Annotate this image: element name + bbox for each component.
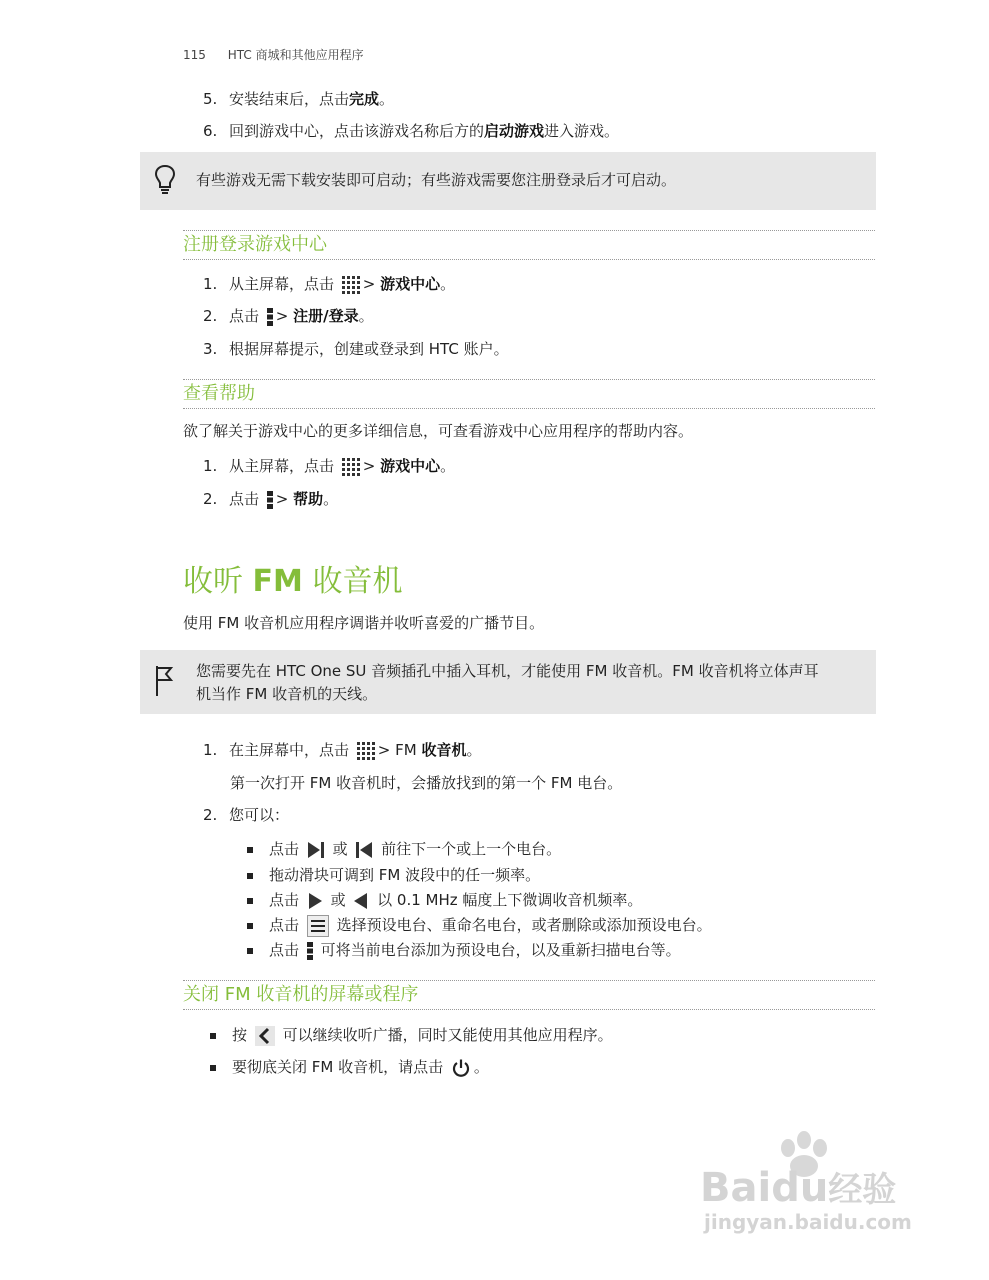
help-step-2: 2. 点击 > 帮助。: [203, 490, 339, 508]
fm-bullet-1: 点击 或 前往下一个或上一个电台。: [247, 838, 561, 859]
close-bullet-2: 要彻底关闭 FM 收音机，请点击 。: [210, 1056, 489, 1078]
back-arrow-icon: [255, 1026, 275, 1046]
apps-grid-icon: [342, 458, 360, 476]
fm-bullet-2: 拖动滑块可调到 FM 波段中的任一频率。: [247, 864, 540, 885]
register-step-1: 1. 从主屏幕，点击 > 游戏中心。: [203, 275, 456, 293]
watermark-brand-cn: 经验: [828, 1170, 897, 1210]
fm-radio-title: 收听 FM 收音机: [183, 564, 403, 599]
close-bullet-1: 按 可以继续收听广播，同时又能使用其他应用程序。: [210, 1024, 613, 1046]
play-backward-icon: [353, 892, 369, 910]
power-icon: [451, 1058, 471, 1078]
watermark-brand2: du: [771, 1165, 829, 1211]
tip-note: [140, 152, 876, 210]
skip-next-icon: [307, 841, 325, 859]
flag-icon: [154, 664, 174, 698]
lightbulb-icon: [154, 164, 176, 196]
step-6: 6. 回到游戏中心，点击该游戏名称后方的启动游戏进入游戏。: [203, 122, 620, 140]
help-intro: 欲了解关于游戏中心的更多详细信息，可查看游戏中心应用程序的帮助内容。: [183, 422, 694, 440]
fm-bullet-3: 点击 或 以 0.1 MHz 幅度上下微调收音机频率。: [247, 889, 642, 910]
tip-text: 有些游戏无需下载安装即可启动；有些游戏需要您注册登录后才可启动。: [196, 171, 677, 189]
register-step-3: 3. 根据屏幕提示，创建或登录到 HTC 账户。: [203, 340, 509, 358]
section-title-register: 注册登录游戏中心: [183, 230, 875, 260]
fm-note: [140, 650, 876, 714]
page-header: [183, 46, 364, 63]
fm-intro: 使用 FM 收音机应用程序调谐并收听喜爱的广播节目。: [183, 614, 545, 632]
register-step-2: 2. 点击 > 注册/登录。: [203, 307, 374, 325]
step-5: 5. 安装结束后，点击完成。: [203, 90, 395, 108]
menu-dots-icon: [307, 942, 313, 960]
chapter-title: HTC 商城和其他应用程序: [227, 48, 364, 62]
baidu-watermark: [700, 1130, 940, 1240]
fm-bullet-5: 点击 可将当前电台添加为预设电台，以及重新扫描电台等。: [247, 939, 681, 960]
apps-grid-icon: [342, 276, 360, 294]
fm-step-1: 1. 在主屏幕中，点击 > FM 收音机。: [203, 741, 482, 759]
fm-note-line2: 机当作 FM 收音机的天线。: [196, 685, 378, 703]
skip-previous-icon: [355, 841, 373, 859]
fm-step-2: 2. 您可以：: [203, 806, 290, 824]
section-title-close: 关闭 FM 收音机的屏幕或程序: [183, 980, 875, 1010]
watermark-brand: Bai: [700, 1165, 772, 1211]
fm-note-line1: 您需要先在 HTC One SU 音频插孔中插入耳机，才能使用 FM 收音机。FM 收音机将立体声耳: [196, 662, 819, 680]
section-title-help: 查看帮助: [183, 379, 875, 409]
menu-dots-icon: [267, 308, 273, 326]
apps-grid-icon: [357, 742, 375, 760]
play-forward-icon: [307, 892, 323, 910]
page-number: 115: [183, 48, 206, 62]
watermark-url: jingyan.baidu.com: [704, 1210, 912, 1234]
fm-bullet-4: 点击 选择预设电台、重命名电台，或者删除或添加预设电台。: [247, 914, 712, 937]
fm-step-1-sub: 第一次打开 FM 收音机时，会播放找到的第一个 FM 电台。: [230, 774, 623, 792]
help-step-1: 1. 从主屏幕，点击 > 游戏中心。: [203, 457, 456, 475]
list-menu-icon: [307, 915, 329, 937]
menu-dots-icon: [267, 491, 273, 509]
